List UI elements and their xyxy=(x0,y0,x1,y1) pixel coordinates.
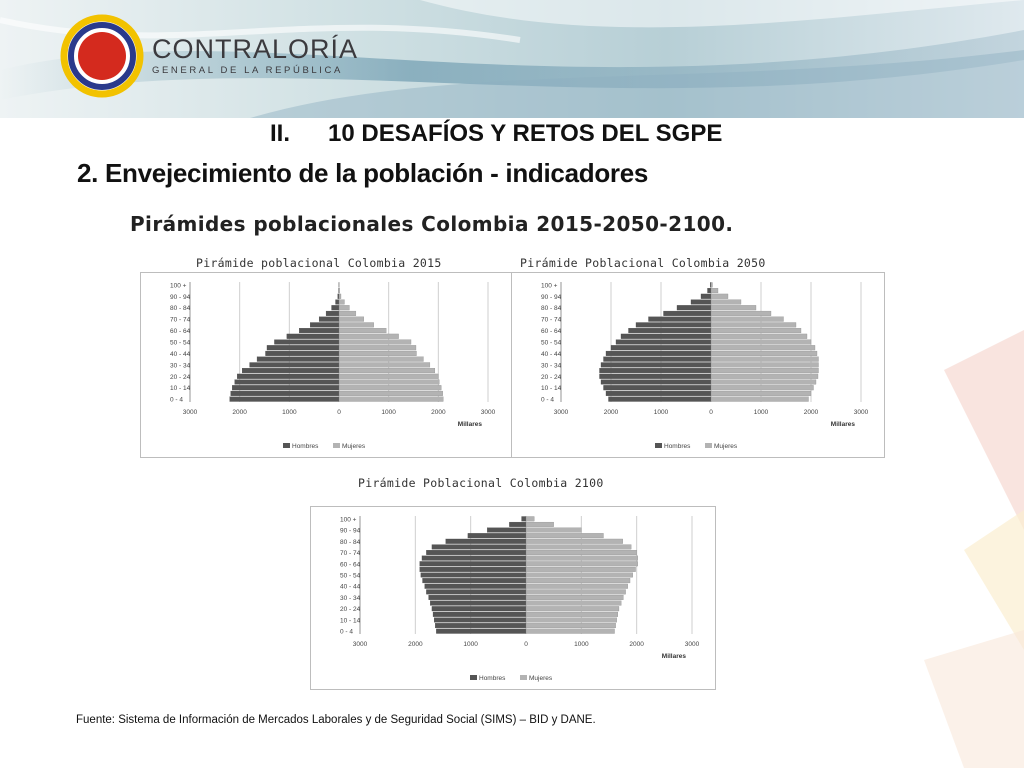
bar-mujeres xyxy=(339,328,386,333)
bar-mujeres xyxy=(711,391,811,396)
x-tick-label: 3000 xyxy=(353,641,368,648)
section-number: II. xyxy=(270,120,328,148)
y-tick-label: 40 - 44 xyxy=(340,584,361,591)
bar-hombres xyxy=(429,595,526,600)
bar-hombres xyxy=(487,528,526,533)
bar-mujeres xyxy=(711,363,819,368)
bar-mujeres xyxy=(526,623,616,628)
x-tick-label: 0 xyxy=(337,409,341,416)
legend-label-hombres: Hombres xyxy=(479,675,506,682)
bar-mujeres xyxy=(526,590,626,595)
bar-mujeres xyxy=(526,584,628,589)
legend-swatch-hombres xyxy=(470,675,477,680)
x-tick-label: 1000 xyxy=(754,409,769,416)
x-axis-label: Millares xyxy=(458,421,483,428)
legend-label-mujeres: Mujeres xyxy=(529,675,553,682)
bar-hombres xyxy=(274,340,339,345)
bar-hombres xyxy=(425,584,526,589)
bar-hombres xyxy=(649,317,712,322)
bar-mujeres xyxy=(339,351,416,356)
bar-hombres xyxy=(319,317,339,322)
bar-mujeres xyxy=(711,380,816,385)
bar-mujeres xyxy=(339,357,423,362)
legend-swatch-hombres xyxy=(283,443,290,448)
bar-mujeres xyxy=(711,351,817,356)
bar-mujeres xyxy=(339,334,399,339)
bar-hombres xyxy=(609,397,712,402)
y-tick-label: 50 - 54 xyxy=(170,340,191,347)
y-tick-label: 80 - 84 xyxy=(340,539,361,546)
bar-hombres xyxy=(522,517,526,522)
bar-mujeres xyxy=(711,328,801,333)
bar-mujeres xyxy=(526,578,630,583)
bar-hombres xyxy=(310,323,339,328)
bar-hombres xyxy=(257,357,339,362)
bar-mujeres xyxy=(711,323,796,328)
bar-hombres xyxy=(664,311,712,316)
legend-swatch-hombres xyxy=(655,443,662,448)
bar-mujeres xyxy=(711,345,815,350)
y-tick-label: 70 - 74 xyxy=(541,317,562,324)
logo-name: CONTRALORÍA xyxy=(152,36,358,63)
x-tick-label: 1000 xyxy=(463,641,478,648)
x-axis-label: Millares xyxy=(831,421,856,428)
bar-hombres xyxy=(235,380,339,385)
legend-swatch-mujeres xyxy=(333,443,340,448)
bar-mujeres xyxy=(339,288,340,293)
bar-mujeres xyxy=(711,374,818,379)
source-note: Fuente: Sistema de Información de Mercados Laborales y de Seguridad Social (SIMS) – BID y DANE. xyxy=(76,714,596,726)
bar-mujeres xyxy=(339,311,356,316)
chart-title-2100: Pirámide Poblacional Colombia 2100 xyxy=(358,476,604,490)
x-tick-label: 2000 xyxy=(804,409,819,416)
bar-hombres xyxy=(422,556,526,561)
y-tick-label: 30 - 34 xyxy=(541,362,562,369)
bar-hombres xyxy=(636,323,711,328)
bar-hombres xyxy=(601,380,711,385)
bar-mujeres xyxy=(339,391,443,396)
bar-hombres xyxy=(600,374,712,379)
bar-hombres xyxy=(287,334,339,339)
bar-hombres xyxy=(430,601,526,606)
bar-mujeres xyxy=(339,374,438,379)
y-tick-label: 100 + xyxy=(541,282,558,289)
bar-mujeres xyxy=(711,340,811,345)
x-tick-label: 2000 xyxy=(232,409,247,416)
bar-mujeres xyxy=(711,334,807,339)
bar-mujeres xyxy=(526,595,623,600)
bar-mujeres xyxy=(526,561,638,566)
bar-hombres xyxy=(230,397,339,402)
bar-mujeres xyxy=(526,629,615,634)
section-title xyxy=(270,120,722,148)
bar-hombres xyxy=(421,573,526,578)
bar-mujeres xyxy=(526,522,554,527)
x-tick-label: 0 xyxy=(709,409,713,416)
bar-mujeres xyxy=(339,305,349,310)
x-tick-label: 3000 xyxy=(854,409,869,416)
bar-hombres xyxy=(446,539,526,544)
chart-title-2015: Pirámide poblacional Colombia 2015 xyxy=(196,256,442,270)
bar-hombres xyxy=(420,567,526,572)
bar-hombres xyxy=(708,288,712,293)
bar-hombres xyxy=(242,368,339,373)
x-tick-label: 2000 xyxy=(408,641,423,648)
bar-hombres xyxy=(611,345,711,350)
y-tick-label: 60 - 64 xyxy=(170,328,191,335)
bar-hombres xyxy=(436,629,526,634)
y-tick-label: 30 - 34 xyxy=(170,362,191,369)
bar-hombres xyxy=(426,590,526,595)
logo-subtitle: GENERAL DE LA REPÚBLICA xyxy=(152,65,358,76)
bar-mujeres xyxy=(526,567,636,572)
bar-mujeres xyxy=(339,397,443,402)
y-tick-label: 60 - 64 xyxy=(340,561,361,568)
legend-label-mujeres: Mujeres xyxy=(714,443,738,450)
bar-hombres xyxy=(691,300,711,305)
x-tick-label: 3000 xyxy=(183,409,198,416)
bar-hombres xyxy=(332,305,339,310)
x-tick-label: 1000 xyxy=(574,641,589,648)
bar-mujeres xyxy=(711,397,809,402)
bar-hombres xyxy=(433,612,526,617)
y-tick-label: 80 - 84 xyxy=(541,305,562,312)
pyramid-chart-2015 xyxy=(140,272,512,458)
bar-mujeres xyxy=(526,618,617,623)
y-tick-label: 0 - 4 xyxy=(340,629,353,636)
bar-hombres xyxy=(423,578,526,583)
bar-mujeres xyxy=(339,380,439,385)
bar-mujeres xyxy=(711,300,741,305)
bar-hombres xyxy=(231,391,339,396)
y-tick-label: 10 - 14 xyxy=(170,385,191,392)
legend-label-hombres: Hombres xyxy=(292,443,319,450)
y-tick-label: 40 - 44 xyxy=(541,351,562,358)
bar-mujeres xyxy=(339,385,441,390)
y-tick-label: 50 - 54 xyxy=(541,340,562,347)
y-tick-label: 100 + xyxy=(340,516,357,523)
x-tick-label: 3000 xyxy=(685,641,700,648)
y-tick-label: 90 - 94 xyxy=(340,528,361,535)
y-tick-label: 60 - 64 xyxy=(541,328,562,335)
y-tick-label: 50 - 54 xyxy=(340,573,361,580)
pyramid-chart-2100 xyxy=(310,506,716,690)
bar-mujeres xyxy=(526,545,631,550)
bar-hombres xyxy=(338,294,339,299)
bar-hombres xyxy=(326,311,339,316)
figure-heading: Pirámides poblacionales Colombia 2015-2050-2100. xyxy=(130,212,733,236)
bar-hombres xyxy=(232,385,339,390)
bar-hombres xyxy=(434,618,526,623)
y-tick-label: 20 - 24 xyxy=(541,374,562,381)
bar-hombres xyxy=(299,328,339,333)
bar-hombres xyxy=(600,368,712,373)
bar-hombres xyxy=(601,363,711,368)
bar-mujeres xyxy=(526,539,623,544)
y-tick-label: 30 - 34 xyxy=(340,595,361,602)
y-tick-label: 100 + xyxy=(170,282,187,289)
bar-hombres xyxy=(432,545,526,550)
y-tick-label: 90 - 94 xyxy=(170,294,191,301)
legend-label-mujeres: Mujeres xyxy=(342,443,366,450)
logo-text xyxy=(152,36,358,76)
x-tick-label: 2000 xyxy=(604,409,619,416)
bar-hombres xyxy=(606,351,711,356)
bar-mujeres xyxy=(526,556,638,561)
bar-mujeres xyxy=(526,517,534,522)
y-tick-label: 0 - 4 xyxy=(170,397,183,404)
bar-hombres xyxy=(629,328,712,333)
bar-mujeres xyxy=(526,601,621,606)
bar-mujeres xyxy=(339,368,435,373)
pyramid-chart-2050 xyxy=(511,272,885,458)
y-tick-label: 40 - 44 xyxy=(170,351,191,358)
bar-mujeres xyxy=(711,385,814,390)
bar-hombres xyxy=(468,533,526,538)
y-tick-label: 20 - 24 xyxy=(170,374,191,381)
bar-hombres xyxy=(604,357,712,362)
bar-mujeres xyxy=(711,357,819,362)
bar-hombres xyxy=(265,351,339,356)
x-tick-label: 2000 xyxy=(431,409,446,416)
bar-mujeres xyxy=(711,311,771,316)
y-tick-label: 10 - 14 xyxy=(541,385,562,392)
y-tick-label: 70 - 74 xyxy=(170,317,191,324)
bar-hombres xyxy=(606,391,711,396)
x-axis-label: Millares xyxy=(662,653,687,660)
bar-hombres xyxy=(677,305,711,310)
bar-hombres xyxy=(426,550,526,555)
bar-mujeres xyxy=(339,363,430,368)
bar-hombres xyxy=(621,334,711,339)
bar-hombres xyxy=(336,300,339,305)
logo-emblem xyxy=(58,10,148,105)
x-tick-label: 1000 xyxy=(381,409,396,416)
bar-hombres xyxy=(435,623,526,628)
bar-mujeres xyxy=(339,317,364,322)
x-tick-label: 3000 xyxy=(554,409,569,416)
bar-hombres xyxy=(420,561,526,566)
bar-mujeres xyxy=(711,288,718,293)
bar-hombres xyxy=(616,340,711,345)
bar-mujeres xyxy=(339,323,374,328)
x-tick-label: 1000 xyxy=(282,409,297,416)
x-tick-label: 1000 xyxy=(654,409,669,416)
bar-mujeres xyxy=(526,573,633,578)
decorative-shapes xyxy=(904,330,1024,773)
bar-mujeres xyxy=(526,528,581,533)
bar-hombres xyxy=(701,294,711,299)
y-tick-label: 80 - 84 xyxy=(170,305,191,312)
bar-mujeres xyxy=(711,368,819,373)
bar-hombres xyxy=(250,363,339,368)
bar-mujeres xyxy=(711,294,728,299)
bar-mujeres xyxy=(711,317,784,322)
slide-subtitle: 2. Envejecimiento de la población - indicadores xyxy=(77,158,648,189)
legend-label-hombres: Hombres xyxy=(664,443,691,450)
bar-mujeres xyxy=(339,340,411,345)
bar-hombres xyxy=(237,374,339,379)
chart-title-2050: Pirámide Poblacional Colombia 2050 xyxy=(520,256,766,270)
bar-mujeres xyxy=(711,283,713,288)
y-tick-label: 0 - 4 xyxy=(541,397,554,404)
x-tick-label: 3000 xyxy=(481,409,496,416)
bar-hombres xyxy=(267,345,339,350)
y-tick-label: 90 - 94 xyxy=(541,294,562,301)
bar-mujeres xyxy=(339,345,416,350)
bar-mujeres xyxy=(526,606,619,611)
bar-mujeres xyxy=(526,612,618,617)
bar-mujeres xyxy=(526,550,637,555)
y-tick-label: 70 - 74 xyxy=(340,550,361,557)
bar-mujeres xyxy=(339,294,341,299)
legend-swatch-mujeres xyxy=(705,443,712,448)
x-tick-label: 0 xyxy=(524,641,528,648)
y-tick-label: 20 - 24 xyxy=(340,606,361,613)
section-title-text: 10 DESAFÍOS Y RETOS DEL SGPE xyxy=(328,120,722,147)
bar-hombres xyxy=(509,522,526,527)
bar-mujeres xyxy=(339,300,344,305)
bar-hombres xyxy=(604,385,712,390)
y-tick-label: 10 - 14 xyxy=(340,617,361,624)
bar-hombres xyxy=(432,606,526,611)
x-tick-label: 2000 xyxy=(629,641,644,648)
bar-mujeres xyxy=(711,305,756,310)
legend-swatch-mujeres xyxy=(520,675,527,680)
bar-mujeres xyxy=(526,533,603,538)
